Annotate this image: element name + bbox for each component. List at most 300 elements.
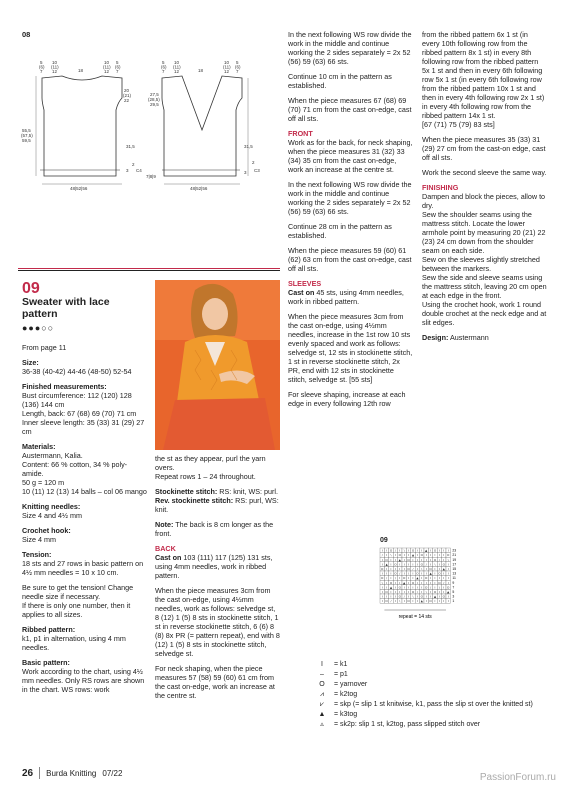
chart-cell-symbol: I — [430, 557, 432, 562]
sleeve-length-text: Inner sleeve length: 35 (33) 31 (29) 27 cm — [22, 418, 145, 436]
pattern-title: Sweater with lace pattern — [22, 296, 110, 320]
chart-cell-symbol: I — [408, 580, 410, 585]
chart-cell-symbol: O — [381, 576, 384, 581]
chart-row-label: 13 — [452, 571, 457, 576]
back-cast-on-text: 103 (111) 117 (125) 131 sts, using 4mm needles, work in ribbed pattern. — [155, 553, 273, 580]
legend-text: = yarnover — [334, 681, 368, 688]
page-footer — [22, 767, 122, 779]
chart-cell-symbol: I — [438, 548, 440, 553]
chart-cell-symbol: I — [421, 590, 423, 594]
chart-cell-symbol: I — [390, 571, 392, 576]
legend-row — [316, 670, 556, 680]
legend-text: = k3tog — [334, 711, 358, 718]
svg-text:(11): (11) — [51, 64, 59, 70]
sleeve-cast-on-text: 45 sts, using 4mm needles, work in ribbed pattern. — [288, 288, 404, 306]
top-page-number: 08 — [22, 30, 31, 39]
design-label: Design: — [422, 333, 449, 342]
sleeve-stitch-count: [67 (71) 75 (79) 83 sts] — [422, 120, 495, 129]
chart-cell-symbol: O — [398, 585, 401, 590]
legend-row — [316, 690, 556, 700]
svg-text:59,5: 59,5 — [22, 138, 31, 143]
chart-cell-symbol: I — [438, 599, 440, 604]
chart-cell-symbol: \ — [390, 553, 392, 558]
chart-cell-symbol: \ — [394, 576, 396, 581]
legend-text: = skp (= slip 1 st knitwise, k1, pass the slip st over the knitted st) — [334, 701, 533, 708]
legend-text: = k2tog — [334, 691, 358, 698]
svg-text:31,5: 31,5 — [244, 144, 253, 149]
chart-cell-symbol: / — [416, 590, 418, 594]
svg-text:(11): (11) — [173, 64, 181, 70]
chart-cell-symbol: I — [430, 580, 432, 585]
chart-cell-symbol: I — [381, 562, 383, 567]
svg-text:2: 2 — [132, 162, 135, 167]
chart-cell-symbol: ▲ — [425, 548, 428, 553]
legend-row — [316, 680, 556, 690]
sizes-note-text: If there is only one number, then it applies to all sizes. — [22, 601, 131, 619]
back-text-4: In the next following WS row divide the work in the middle and continue working the 2 sides separately = 2x 52 (56) 59 (63) 66 sts. — [288, 30, 412, 66]
chart-cell-symbol: I — [412, 557, 414, 562]
svg-text:(28,5): (28,5) — [148, 97, 160, 102]
front-outline — [162, 76, 242, 176]
chart-cell-symbol: O — [398, 553, 401, 558]
chart-cell-symbol: I — [425, 557, 427, 562]
svg-text:12: 12 — [104, 69, 110, 74]
chart-row-label: 9 — [452, 580, 455, 585]
chart-cell-symbol: / — [394, 548, 396, 553]
difficulty-rating: ●●●○○ — [22, 323, 55, 333]
legend-symbol: I — [321, 661, 323, 668]
magazine-name: Burda Knitting — [46, 768, 97, 778]
chart-cell-symbol: I — [399, 580, 401, 585]
legend-row — [316, 700, 556, 710]
column-3 — [288, 30, 413, 414]
chart-cell-symbol: I — [425, 553, 427, 558]
size-text: 36-38 (40-42) 44-46 (48-50) 52-54 — [22, 367, 132, 376]
ribbed-heading: Ribbed pattern: — [22, 625, 76, 634]
chart-cell-symbol: O — [420, 594, 423, 599]
chart-cell-symbol: I — [381, 557, 383, 562]
sleeve-text-2: When the piece measures 3cm from the cast on-edge, using 4½mm needles, increase in the 1st row 10 sts evenly spaced and work as follows: selvedge st, 12 sts in stockinette stitch, 1 st in reverse stockinette stitch, 2x PR, end with 12 sts in stockinette stitch, selvedge st. [55 sts] — [288, 312, 413, 384]
legend-row — [316, 720, 556, 730]
chart-row-label: 19 — [452, 557, 457, 562]
finishing-heading: FINISHING — [422, 183, 459, 192]
column-4 — [422, 30, 547, 348]
materials-heading: Materials: — [22, 442, 56, 451]
legend-row — [316, 660, 556, 670]
chart-cell-symbol: O — [407, 567, 410, 571]
chart-cell-symbol: I — [443, 553, 445, 558]
svg-text:29,5: 29,5 — [150, 102, 159, 107]
front-text-1: Work as for the back, for neck shaping, when the piece measures 31 (32) 33 (34) 35 cm from the cast on-edge, work an increase at the centre st. — [288, 138, 413, 174]
front-heading: FRONT — [288, 129, 313, 138]
sleeve-text-5: When the piece measures 35 (33) 31 (29) 27 cm from the cast-on edge, cast off all sts. — [422, 135, 546, 162]
chart-cell-symbol: O — [394, 562, 397, 567]
legend-symbol: – — [320, 671, 324, 678]
svg-text:3: 3 — [126, 168, 129, 173]
chart-cell-symbol: I — [438, 576, 440, 581]
repeat-text: Repeat rows 1 – 24 throughout. — [155, 472, 256, 481]
back-outline — [42, 76, 122, 176]
chart-cell-symbol: I — [416, 557, 418, 562]
content-text: Content: 66 % cotton, 34 % poly-amide. — [22, 460, 128, 478]
knit-chart — [378, 546, 474, 626]
chart-cell-symbol: I — [430, 576, 432, 581]
chart-cell-symbol: ▲ — [403, 580, 406, 585]
chart-cell-symbol: I — [434, 585, 436, 590]
chart-cell-symbol: ▲ — [389, 585, 393, 590]
back-text-5: Continue 10 cm in the pattern as established. — [288, 72, 392, 90]
chart-cell-symbol: I — [443, 599, 445, 604]
chart-cell-symbol: I — [421, 548, 423, 553]
svg-text:12: 12 — [174, 69, 180, 74]
svg-text:18: 18 — [198, 68, 204, 73]
garment-schematic — [18, 52, 280, 202]
svg-text:C3: C3 — [254, 168, 260, 173]
rev-stockinette-heading: Rev. stockinette stitch: — [155, 496, 234, 505]
chart-cell-symbol: I — [425, 567, 427, 571]
chart-cell-symbol: I — [438, 590, 440, 594]
chart-cell-symbol: \ — [425, 590, 427, 594]
chart-cell-symbol: O — [385, 590, 388, 594]
chart-cell-symbol: O — [420, 562, 423, 567]
chart-cell-symbol: I — [416, 599, 418, 604]
chart-cell-symbol: I — [390, 594, 392, 599]
chart-cell-symbol: I — [438, 553, 440, 558]
chart-cell-symbol: I — [399, 548, 401, 553]
chart-cell-symbol: I — [447, 594, 449, 599]
svg-text:C4: C4 — [136, 168, 142, 173]
chart-cell-symbol: O — [429, 599, 432, 604]
chart-cell-symbol: I — [447, 562, 449, 567]
svg-text:(11): (11) — [103, 64, 111, 70]
chart-cell-symbol: / — [403, 594, 405, 599]
legend-row — [316, 710, 556, 720]
chart-row-label: 23 — [452, 548, 457, 553]
svg-text:12: 12 — [224, 69, 230, 74]
chart-cell-symbol: I — [425, 594, 427, 599]
chart-cell-symbol: I — [447, 580, 449, 585]
chart-cell-symbol: I — [434, 576, 436, 581]
chart-cell-symbol: O — [398, 594, 401, 599]
chart-cell-symbol: I — [394, 585, 396, 590]
chart-cell-symbol: I — [394, 557, 396, 562]
chart-cell-symbol: O — [389, 548, 393, 553]
chart-cell-symbol: I — [403, 557, 405, 562]
chart-cell-symbol: I — [403, 585, 405, 590]
chart-cell-symbol: \ — [447, 557, 449, 562]
finishing-text-4: Sew the side and sleeve seams using the mattress stitch, leaving 20 cm open at each edge in the front. — [422, 273, 547, 300]
svg-text:10: 10 — [52, 60, 58, 65]
chart-cell-symbol: I — [394, 599, 396, 604]
chart-cell-symbol: I — [421, 576, 423, 581]
chart-cell-symbol: I — [416, 580, 418, 585]
chart-cell-symbol: \ — [412, 594, 414, 599]
chart-cell-symbol: O — [394, 571, 397, 576]
chart-cell-symbol: O — [442, 594, 445, 599]
back-dim-left: 5 — [40, 60, 43, 65]
measurements-heading: Finished measurements: — [22, 382, 107, 391]
stockinette-heading: Stockinette stitch: — [155, 487, 218, 496]
chart-cell-symbol: O — [447, 585, 450, 590]
front-dim-left: 5 — [162, 60, 165, 65]
front-text-4: When the piece measures 59 (60) 61 (62) 63 cm from the cast on-edge, cast off all sts. — [288, 246, 412, 273]
chart-cell-symbol: O — [407, 599, 410, 604]
sleeve-text-6: Work the second sleeve the same way. — [422, 168, 547, 177]
chart-cell-symbol: O — [385, 599, 388, 604]
chart-cell-symbol: I — [408, 585, 410, 590]
chart-cell-symbol: / — [412, 567, 414, 571]
note-text: The back is 8 cm longer as the front. — [155, 520, 274, 538]
svg-text:2: 2 — [252, 160, 255, 165]
chart-cell-symbol: I — [408, 553, 410, 558]
chart-cell-symbol: I — [425, 599, 427, 604]
chart-cell-symbol: I — [416, 585, 418, 590]
pattern-number: 09 — [22, 280, 40, 297]
chart-row-label: 21 — [452, 553, 457, 558]
chart-cell-symbol: O — [403, 576, 406, 581]
chart-row-label: 11 — [452, 576, 456, 581]
chart-cell-symbol: I — [394, 553, 396, 558]
chart-cell-symbol: I — [390, 590, 392, 594]
chart-cell-symbol: / — [430, 585, 432, 590]
chart-cell-symbol: I — [403, 571, 405, 576]
chart-cell-symbol: ▲ — [385, 562, 388, 567]
chart-row-label: 7 — [452, 585, 455, 590]
from-page: From page 11 — [22, 343, 67, 352]
back-heading: BACK — [155, 544, 176, 553]
finishing-text-3: Sew on the sleeves slightly stretched between the markers. — [422, 255, 540, 273]
chart-cell-symbol: I — [399, 576, 401, 581]
tension-check-text: Be sure to get the tension! Change needle size if necessary. — [22, 583, 134, 601]
chart-cell-symbol: ▲ — [433, 594, 437, 599]
chart-cell-symbol: I — [425, 571, 427, 576]
chart-cell-symbol: O — [407, 557, 410, 562]
symbol-legend — [316, 660, 556, 730]
chart-cell-symbol: I — [447, 576, 449, 581]
chart-cell-symbol: / — [443, 580, 445, 585]
chart-cell-symbol: O — [447, 553, 450, 558]
legend-symbol: ▵ — [320, 721, 324, 728]
legend-text: = k1 — [334, 661, 348, 668]
chart-row-label: 17 — [452, 562, 457, 567]
chart-cell-symbol: I — [390, 576, 392, 581]
sleeve-cast-on-label: Cast on — [288, 288, 315, 297]
svg-text:3: 3 — [244, 170, 247, 175]
chart-cell-symbol: I — [399, 567, 401, 571]
chart-cell-symbol: I — [408, 576, 410, 581]
chart-row-label: 5 — [452, 590, 455, 594]
chart-cell-symbol: I — [416, 553, 418, 558]
chart-cell-symbol: I — [447, 567, 449, 571]
chart-cell-symbol: I — [390, 567, 392, 571]
chart-cell-symbol: \ — [421, 567, 423, 571]
back-text-6: When the piece measures 67 (68) 69 (70) 71 cm from the cast on-edge, cast off all sts. — [288, 96, 412, 123]
chart-cell-symbol: I — [403, 590, 405, 594]
legend-symbol: ⩘ — [320, 691, 324, 698]
chart-cell-symbol: I — [416, 594, 418, 599]
chart-cell-symbol: I — [399, 562, 401, 567]
chart-cell-symbol: I — [430, 594, 432, 599]
chart-cell-symbol: / — [381, 553, 383, 558]
basic-heading: Basic pattern: — [22, 658, 70, 667]
legend-symbol: ▲ — [318, 711, 326, 718]
section-rule-red — [18, 268, 280, 269]
chart-cell-symbol: I — [381, 548, 383, 553]
chart-cell-symbol: I — [403, 567, 405, 571]
legend-symbol: ⩗ — [320, 701, 324, 708]
hook-text: Size 4 mm — [22, 535, 56, 544]
chart-cell-symbol: O — [438, 580, 441, 585]
chart-row-label: 3 — [452, 594, 455, 599]
chart-cell-symbol: I — [438, 594, 440, 599]
hook-heading: Crochet hook: — [22, 526, 71, 535]
svg-text:10: 10 — [174, 60, 180, 65]
needles-heading: Knitting needles: — [22, 502, 81, 511]
chart-cell-symbol: O — [411, 580, 415, 585]
svg-text:(6): (6) — [235, 64, 241, 70]
section-rule-black — [18, 270, 280, 271]
chart-cell-symbol: \ — [403, 548, 405, 553]
svg-text:22: 22 — [124, 98, 130, 103]
chart-cell-symbol: O — [425, 585, 428, 590]
chart-cell-symbol: I — [394, 594, 396, 599]
chart-cell-symbol: I — [412, 599, 414, 604]
chart-row-label: 15 — [452, 567, 457, 571]
chart-cell-symbol: I — [421, 571, 423, 576]
column-1 — [22, 343, 147, 694]
chart-cell-symbol: I — [381, 590, 383, 594]
chart-cell-symbol: I — [443, 585, 445, 590]
svg-text:20: 20 — [124, 88, 130, 93]
back-text-3: For neck shaping, when the piece measures 57 (58) 59 (60) 61 cm from the cast on-edge, work an increase at the centre st. — [155, 664, 275, 700]
chart-cell-symbol: I — [438, 562, 440, 567]
chart-cell-symbol: I — [443, 557, 445, 562]
chart-cell-symbol: \ — [381, 580, 383, 585]
chart-cell-symbol: / — [399, 571, 401, 576]
chart-cell-symbol: I — [447, 548, 449, 553]
repeat-label: repeat = 14 sts — [398, 614, 432, 620]
chart-cell-symbol: O — [389, 580, 393, 585]
page-number: 26 — [22, 767, 34, 779]
chart-cell-symbol: I — [438, 567, 440, 571]
chart-cell-symbol: O — [411, 590, 415, 594]
chart-cell-symbol: I — [394, 590, 396, 594]
chart-cell-symbol: I — [434, 599, 436, 604]
materials-text: Austermann, Kalia. — [22, 451, 83, 460]
chart-cell-symbol: O — [385, 557, 388, 562]
svg-text:7|8|9: 7|8|9 — [146, 174, 156, 179]
chart-cell-symbol: I — [430, 553, 432, 558]
chart-cell-symbol: I — [403, 562, 405, 567]
svg-text:(11): (11) — [223, 64, 231, 70]
chart-cell-symbol: \ — [399, 599, 401, 604]
chart-cell-symbol: / — [425, 562, 427, 567]
chart-cell-symbol: ▲ — [416, 576, 419, 581]
legend-text: = p1 — [334, 671, 348, 678]
chart-cell-symbol: I — [403, 553, 405, 558]
chart-cell-symbol: I — [386, 594, 388, 599]
chart-cell-symbol: I — [416, 567, 418, 571]
svg-text:10: 10 — [104, 60, 110, 65]
finishing-text-1: Dampen and block the pieces, allow to dry. — [422, 192, 546, 210]
tension-text: 18 sts and 27 rows in basic pattern on 4½ mm needles = 10 x 10 cm. — [22, 559, 144, 577]
chart-cell-symbol: O — [420, 553, 423, 558]
chart-cell-symbol: O — [416, 571, 419, 576]
note-heading: Note: — [155, 520, 174, 529]
chart-cell-symbol: I — [408, 548, 410, 553]
chart-cell-symbol: I — [443, 576, 445, 581]
model-photo — [155, 280, 280, 450]
chart-cell-symbol: O — [433, 557, 437, 562]
chart-cell-symbol: O — [429, 567, 432, 571]
chart-cell-symbol: I — [412, 571, 414, 576]
chart-cell-symbol: I — [386, 548, 388, 553]
chart-cell-symbol: ▲ — [420, 599, 423, 604]
chart-cell-symbol: O — [433, 548, 437, 553]
front-text-2: In the next following WS row divide the work in the middle and continue working the 2 sides separately = 2x 52 (56) 59 (63) 66 sts. — [288, 180, 412, 216]
stockinette-text: RS: knit, WS: purl. — [217, 487, 279, 496]
chart-cell-symbol: O — [425, 576, 428, 581]
chart-cell-symbol: I — [403, 599, 405, 604]
chart-cell-symbol: I — [390, 557, 392, 562]
svg-text:18: 18 — [78, 68, 84, 73]
needles-text: Size 4 and 4½ mm — [22, 511, 82, 520]
chart-cell-symbol: ▲ — [398, 557, 401, 562]
issue-number: 07/22 — [102, 768, 123, 778]
footer-divider — [39, 767, 40, 779]
ribbed-text: k1, p1 in alternation, using 4 mm needles. — [22, 634, 126, 652]
chart-cell-symbol: I — [386, 553, 388, 558]
chart-cell-symbol: I — [386, 585, 388, 590]
tension-heading: Tension: — [22, 550, 52, 559]
watermark: PassionForum.ru — [479, 772, 556, 783]
column-2 — [155, 454, 280, 706]
chart-cell-symbol: I — [430, 548, 432, 553]
svg-text:(6): (6) — [161, 64, 167, 70]
chart-cell-symbol: I — [434, 580, 436, 585]
svg-text:48|52|56: 48|52|56 — [190, 186, 208, 191]
chart-cell-symbol: I — [412, 562, 414, 567]
chart-cell-symbol: O — [411, 548, 415, 553]
chart-cell-symbol: I — [447, 599, 449, 604]
back-cast-on-label: Cast on — [155, 553, 182, 562]
knit-chart-title: 09 — [380, 537, 388, 544]
chart-cell-symbol: I — [421, 585, 423, 590]
svg-text:55,5: 55,5 — [22, 128, 31, 133]
chart-cell-symbol: \ — [438, 585, 440, 590]
svg-text:(21): (21) — [123, 93, 132, 98]
legend-symbol: O — [319, 681, 325, 688]
chart-cell-symbol: I — [381, 599, 383, 604]
chart-cell-symbol: I — [416, 562, 418, 567]
svg-text:(6): (6) — [115, 64, 121, 70]
chart-cell-symbol: / — [438, 557, 440, 562]
basic-text: Work according to the chart, using 4½ mm needles. Only RS rows are shown in the chart. WS rows: work — [22, 667, 145, 694]
front-text-3: Continue 28 cm in the pattern as established. — [288, 222, 392, 240]
chart-cell-symbol: I — [399, 590, 401, 594]
chart-cell-symbol: I — [443, 548, 445, 553]
chart-cell-symbol: I — [381, 571, 383, 576]
chart-cell-symbol: O — [433, 590, 437, 594]
chart-cell-symbol: I — [386, 571, 388, 576]
chart-cell-symbol: O — [438, 571, 441, 576]
chart-cell-symbol: ▲ — [447, 590, 450, 594]
svg-text:7: 7 — [116, 69, 119, 74]
balls-text: 10 (11) 12 (13) 14 balls – col 06 mango — [22, 487, 147, 496]
chart-cell-symbol: I — [421, 557, 423, 562]
legend-text: = sk2p: slip 1 st, k2tog, pass slipped stitch over — [334, 721, 481, 728]
svg-text:(57,5): (57,5) — [21, 133, 33, 138]
